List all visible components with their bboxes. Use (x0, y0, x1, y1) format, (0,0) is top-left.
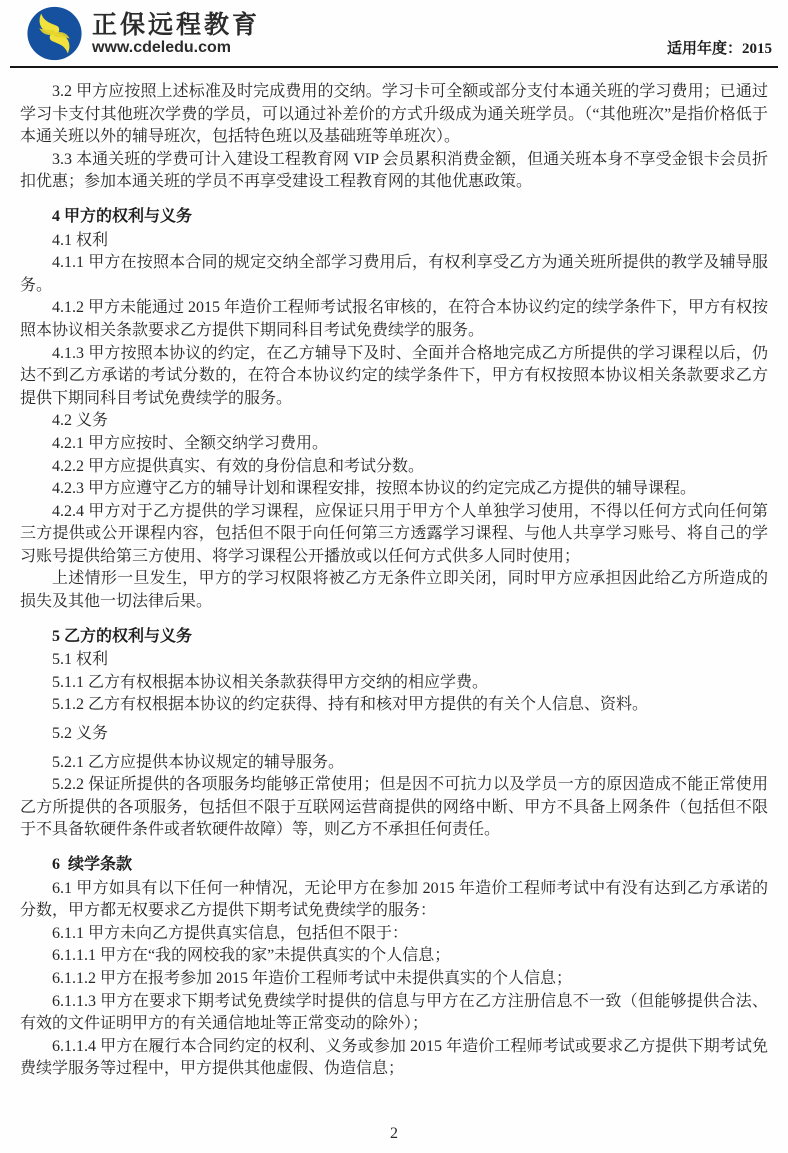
company-name: 正保远程教育 (92, 10, 261, 39)
contract-clause: 3.3 本通关班的学费可计入建设工程教育网 VIP 会员累积消费金额，但通关班本身不享受金银卡会员折扣优惠；参加本通关班的学员不再享受建设工程教育网的其他优惠政策。 (20, 150, 768, 191)
company-website: www.cdeledu.com (92, 38, 231, 56)
contract-clause: 6.1.1 甲方未向乙方提供真实信息，包括但不限于： (52, 924, 409, 942)
contract-clause: 6.1.1.3 甲方在要求下期考试免费续学时提供的信息与甲方在乙方注册信息不一致（但能够提供合法、有效的文件证明甲方的有关通信地址等正常变动的除外）； (20, 992, 768, 1033)
section-heading: 5 乙方的权利与义务 (52, 627, 193, 645)
contract-clause: 5.2.2 保证所提供的各项服务均能够正常使用；但是因不可抗力以及学员一方的原因造成不能正常使用乙方所提供的各项服务，包括但不限于互联网运营商提供的网络中断、甲方不具备上网条件（包括但不限于不具备软硬件条件或者软硬件故障）等，则乙方不承担任何责任。 (20, 776, 768, 839)
contract-clause: 5.1.1 乙方有权根据本协议相关条款获得甲方交纳的相应学费。 (52, 673, 489, 691)
contract-clause: 3.2 甲方应按照上述标准及时完成费用的交纳。学习卡可全额或部分支付本通关班的学习费用；已通过学习卡支付其他班次学费的学员，可以通过补差价的方式升级成为通关班学员。（“其他班次”是指价格低于本通关班以外的辅导班次，包括特色班以及基础班等单班次）。 (20, 83, 768, 146)
contract-clause: 4.2.2 甲方应提供真实、有效的身份信息和考试分数。 (52, 457, 425, 475)
contract-clause: 4.1.2 甲方未能通过 2015 年造价工程师考试报名审核的，在符合本协议约定的续学条件下，甲方有权按照本协议相关条款要求乙方提供下期同科目考试免费续学的服务。 (20, 299, 769, 339)
contract-clause: 上述情形一旦发生，甲方的学习权限将被乙方无条件立即关闭，同时甲方应承担因此给乙方所造成的损失及其他一切法律后果。 (20, 570, 768, 611)
contract-clause: 6.1.1.2 甲方在报考参加 2015 年造价工程师考试中未提供真实的个人信息； (52, 969, 573, 987)
contract-clause: 4.1.1 甲方在按照本合同的规定交纳全部学习费用后，有权利享受乙方为通关班所提供的教学及辅导服务。 (20, 254, 768, 294)
contract-clause: 4.2.3 甲方应遵守乙方的辅导计划和课程安排，按照本协议的约定完成乙方提供的辅导课程。 (52, 480, 697, 498)
section-heading: 4 甲方的权利与义务 (52, 207, 193, 225)
company-logo-icon (26, 5, 83, 62)
contract-clause: 5.2 义务 (52, 725, 109, 743)
section-heading: 6 续学条款 (52, 856, 133, 873)
contract-clause: 4.2.4 甲方对于乙方提供的学习课程，应保证只用于甲方个人单独学习使用，不得以任何方式向任何第三方提供或公开课程内容，包括但不限于向任何第三方透露学习课程、与他人共享学习账号、将自己的学习账号提供给第三方使用、将学习课程公开播放或以任何方式供多人同时使用； (20, 502, 768, 565)
contract-clause: 4.1 权利 (52, 231, 109, 249)
contract-clause: 6.1.1.4 甲方在履行本合同约定的权利、义务或参加 2015 年造价工程师考试或要求乙方提供下期考试免费续学服务等过程中，甲方提供其他虚假、伪造信息； (20, 1037, 768, 1078)
contract-clause: 4.2 义务 (52, 412, 109, 430)
contract-body (0, 68, 788, 1081)
brand (26, 5, 260, 62)
page-header (0, 0, 788, 62)
contract-clause: 6.1 甲方如具有以下任何一种情况，无论甲方在参加 2015 年造价工程师考试中有没有达到乙方承诺的分数，甲方都无权要求乙方提供下期考试免费续学的服务： (20, 879, 768, 920)
contract-clause: 6.1.1.1 甲方在“我的网校我的家”未提供真实的个人信息； (52, 947, 451, 965)
brand-text (92, 11, 260, 57)
contract-clause: 5.1.2 乙方有权根据本协议的约定获得、持有和核对甲方提供的有关个人信息、资料。 (52, 696, 649, 714)
page-footer (0, 1125, 788, 1143)
contract-clause: 5.1 权利 (52, 651, 109, 669)
page-number: 2 (390, 1125, 398, 1142)
contract-clause: 4.2.1 甲方应按时、全额交纳学习费用。 (52, 434, 329, 452)
contract-clause: 4.1.3 甲方按照本协议的约定，在乙方辅导下及时、全面并合格地完成乙方所提供的学习课程以后，仍达不到乙方承诺的考试分数的，在符合本协议约定的续学条件下，甲方有权按照本协议相关条款要求乙方提供下期同科目考试免费续学的服务。 (20, 344, 768, 407)
contract-clause: 5.2.1 乙方应提供本协议规定的辅导服务。 (52, 753, 345, 771)
applicable-year-label: 适用年度：2015 (666, 41, 772, 57)
